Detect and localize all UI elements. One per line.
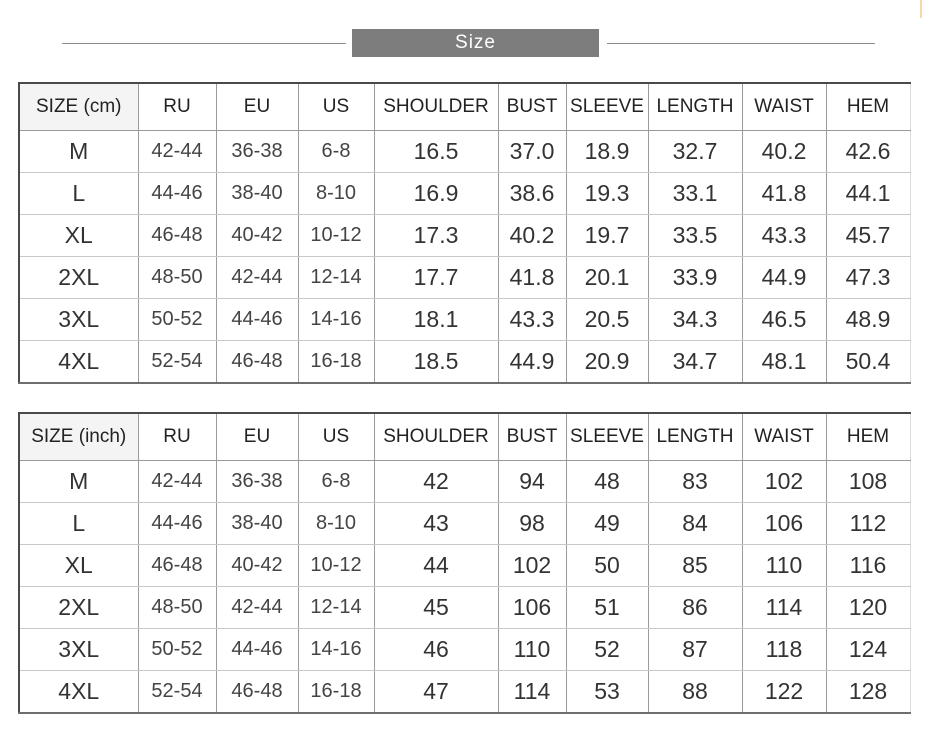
table-row: [19, 173, 910, 215]
table-cell: 84: [648, 503, 742, 545]
table-cell: 12-14: [298, 257, 374, 299]
table-cell: 8-10: [298, 503, 374, 545]
table-cell: 44.9: [742, 257, 826, 299]
table-cell: 36-38: [216, 131, 298, 173]
table-cell: 94: [498, 461, 566, 503]
corner-mark: [920, 0, 922, 18]
table-cell: 44: [374, 545, 498, 587]
table-cell: 10-12: [298, 545, 374, 587]
table-cell: 43.3: [498, 299, 566, 341]
table-cell: 40.2: [498, 215, 566, 257]
table-cell: 102: [498, 545, 566, 587]
table-cell: 19.3: [566, 173, 648, 215]
table-cell: 110: [742, 545, 826, 587]
table-cell: 48: [566, 461, 648, 503]
table-row: [19, 257, 910, 299]
table-cell: 85: [648, 545, 742, 587]
table-cell: 42-44: [216, 257, 298, 299]
table-cell: 34.3: [648, 299, 742, 341]
table-cell: 102: [742, 461, 826, 503]
table-cell: 44-46: [216, 629, 298, 671]
size-label-cell: M: [19, 131, 138, 173]
table-cell: 37.0: [498, 131, 566, 173]
table-cell: 44.9: [498, 341, 566, 384]
table-row: [19, 299, 910, 341]
table-cell: 40-42: [216, 545, 298, 587]
table-cell: 33.5: [648, 215, 742, 257]
table-cell: 106: [498, 587, 566, 629]
size-label-cell: M: [19, 461, 138, 503]
table-header-row: [19, 83, 910, 131]
table-cell: 124: [826, 629, 910, 671]
table-cell: 50-52: [138, 299, 216, 341]
table-cell: 42-44: [216, 587, 298, 629]
column-header: SLEEVE: [566, 413, 648, 461]
size-label-cell: 3XL: [19, 629, 138, 671]
table-cell: 110: [498, 629, 566, 671]
table-cell: 34.7: [648, 341, 742, 384]
size-label-cell: XL: [19, 545, 138, 587]
table-cell: 46: [374, 629, 498, 671]
table-row: [19, 215, 910, 257]
table-cell: 114: [742, 587, 826, 629]
table-cell: 48.9: [826, 299, 910, 341]
table-cell: 88: [648, 671, 742, 714]
table-row: [19, 587, 910, 629]
column-header: EU: [216, 413, 298, 461]
table-cell: 6-8: [298, 461, 374, 503]
table-cell: 86: [648, 587, 742, 629]
header-divider-right: [607, 43, 875, 44]
table-cell: 33.9: [648, 257, 742, 299]
table-cell: 12-14: [298, 587, 374, 629]
table-cell: 48-50: [138, 257, 216, 299]
table-cell: 40.2: [742, 131, 826, 173]
column-header: HEM: [826, 413, 910, 461]
table-cell: 49: [566, 503, 648, 545]
table-cell: 44-46: [138, 173, 216, 215]
table-cell: 18.1: [374, 299, 498, 341]
table-cell: 43: [374, 503, 498, 545]
table-cell: 45: [374, 587, 498, 629]
table-cell: 8-10: [298, 173, 374, 215]
table-cell: 44.1: [826, 173, 910, 215]
table-cell: 83: [648, 461, 742, 503]
table-cell: 40-42: [216, 215, 298, 257]
table-cell: 20.5: [566, 299, 648, 341]
column-header: US: [298, 83, 374, 131]
table-cell: 44-46: [216, 299, 298, 341]
size-label-cell: 4XL: [19, 341, 138, 384]
column-header: RU: [138, 83, 216, 131]
table-cell: 122: [742, 671, 826, 714]
header-divider-left: [62, 43, 346, 44]
table-cell: 108: [826, 461, 910, 503]
table-cell: 46-48: [216, 341, 298, 384]
table-cell: 38-40: [216, 173, 298, 215]
column-header: SIZE (cm): [19, 83, 138, 131]
table-cell: 120: [826, 587, 910, 629]
column-header: WAIST: [742, 83, 826, 131]
size-label-cell: XL: [19, 215, 138, 257]
table-cell: 46.5: [742, 299, 826, 341]
table-cell: 47.3: [826, 257, 910, 299]
table-row: [19, 341, 910, 384]
table-cell: 41.8: [742, 173, 826, 215]
column-header: LENGTH: [648, 413, 742, 461]
table-cell: 18.9: [566, 131, 648, 173]
table-cell: 50: [566, 545, 648, 587]
table-cell: 32.7: [648, 131, 742, 173]
table-cell: 98: [498, 503, 566, 545]
table-cell: 47: [374, 671, 498, 714]
table-cell: 43.3: [742, 215, 826, 257]
table-cell: 33.1: [648, 173, 742, 215]
column-header: SLEEVE: [566, 83, 648, 131]
table-cell: 18.5: [374, 341, 498, 384]
table-cell: 53: [566, 671, 648, 714]
table-row: [19, 461, 910, 503]
table-cell: 50-52: [138, 629, 216, 671]
size-title-badge: Size: [352, 29, 599, 57]
size-label-cell: 2XL: [19, 587, 138, 629]
column-header: WAIST: [742, 413, 826, 461]
size-label-cell: 2XL: [19, 257, 138, 299]
table-cell: 48-50: [138, 587, 216, 629]
table-cell: 38-40: [216, 503, 298, 545]
size-table-inch: [18, 412, 911, 714]
table-cell: 128: [826, 671, 910, 714]
table-cell: 16.9: [374, 173, 498, 215]
table-cell: 16-18: [298, 671, 374, 714]
table-cell: 116: [826, 545, 910, 587]
table-row: [19, 629, 910, 671]
column-header: SHOULDER: [374, 413, 498, 461]
table-cell: 19.7: [566, 215, 648, 257]
size-table-cm: [18, 82, 911, 384]
table-row: [19, 503, 910, 545]
table-cell: 51: [566, 587, 648, 629]
column-header: EU: [216, 83, 298, 131]
table-cell: 42-44: [138, 131, 216, 173]
column-header: SHOULDER: [374, 83, 498, 131]
column-header: BUST: [498, 83, 566, 131]
column-header: RU: [138, 413, 216, 461]
table-cell: 36-38: [216, 461, 298, 503]
column-header: LENGTH: [648, 83, 742, 131]
table-cell: 52: [566, 629, 648, 671]
column-header: BUST: [498, 413, 566, 461]
column-header: US: [298, 413, 374, 461]
table-cell: 17.7: [374, 257, 498, 299]
table-cell: 20.1: [566, 257, 648, 299]
table-cell: 114: [498, 671, 566, 714]
size-label-cell: 4XL: [19, 671, 138, 714]
table-row: [19, 131, 910, 173]
table-cell: 14-16: [298, 299, 374, 341]
table-row: [19, 545, 910, 587]
table-header-row: [19, 413, 910, 461]
table-cell: 14-16: [298, 629, 374, 671]
table-cell: 10-12: [298, 215, 374, 257]
table-cell: 6-8: [298, 131, 374, 173]
table-cell: 20.9: [566, 341, 648, 384]
table-cell: 42: [374, 461, 498, 503]
table-cell: 112: [826, 503, 910, 545]
table-cell: 118: [742, 629, 826, 671]
table-cell: 16.5: [374, 131, 498, 173]
size-label-cell: L: [19, 173, 138, 215]
column-header: SIZE (inch): [19, 413, 138, 461]
table-cell: 50.4: [826, 341, 910, 384]
table-cell: 48.1: [742, 341, 826, 384]
table-cell: 42-44: [138, 461, 216, 503]
table-cell: 46-48: [138, 215, 216, 257]
table-cell: 46-48: [216, 671, 298, 714]
table-cell: 87: [648, 629, 742, 671]
size-label-cell: L: [19, 503, 138, 545]
size-label-cell: 3XL: [19, 299, 138, 341]
table-cell: 17.3: [374, 215, 498, 257]
table-cell: 106: [742, 503, 826, 545]
table-cell: 42.6: [826, 131, 910, 173]
table-cell: 44-46: [138, 503, 216, 545]
column-header: HEM: [826, 83, 910, 131]
table-cell: 52-54: [138, 341, 216, 384]
table-row: [19, 671, 910, 714]
table-cell: 46-48: [138, 545, 216, 587]
table-cell: 38.6: [498, 173, 566, 215]
table-cell: 45.7: [826, 215, 910, 257]
table-cell: 16-18: [298, 341, 374, 384]
table-cell: 52-54: [138, 671, 216, 714]
table-cell: 41.8: [498, 257, 566, 299]
